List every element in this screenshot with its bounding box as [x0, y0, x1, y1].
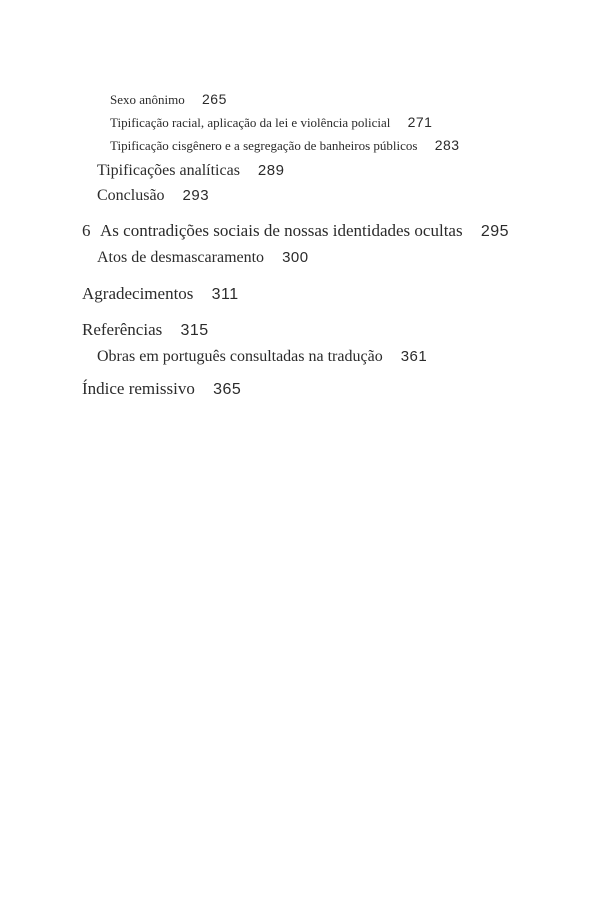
toc-entry-label: Tipificação racial, aplicação da lei e violência policial [110, 115, 391, 130]
toc-entry [82, 246, 542, 270]
toc-entry [82, 134, 542, 157]
toc-entry [82, 111, 542, 134]
toc-entry [82, 88, 542, 111]
toc-entry-label: Referências [82, 320, 163, 339]
toc-entry-label: Conclusão [97, 187, 165, 204]
toc-entry-page: 311 [211, 286, 239, 303]
toc-entry-page: 315 [180, 322, 209, 339]
toc-entry-label: Tipificações analíticas [97, 162, 240, 179]
toc-entry-page: 289 [257, 162, 285, 179]
table-of-contents [82, 88, 542, 402]
toc-entry-page: 361 [400, 348, 428, 365]
toc-entry [82, 159, 542, 183]
toc-entry [82, 376, 542, 402]
toc-entry-label: Tipificação cisgênero e a segregação de banheiros públicos [110, 138, 418, 153]
toc-entry [82, 184, 542, 208]
toc-entry-page: 265 [202, 91, 227, 107]
toc-entry-page: 295 [480, 223, 510, 240]
toc-entry-label: Índice remissivo [82, 379, 195, 398]
toc-entry-page: 293 [182, 187, 210, 204]
toc-entry [82, 345, 542, 369]
toc-entry [82, 218, 542, 244]
chapter-number: 6 [82, 221, 91, 240]
toc-entry-label: As contradições sociais de nossas identidades ocultas [100, 221, 463, 240]
toc-entry [82, 317, 542, 343]
toc-entry-label: Agradecimentos [82, 284, 194, 303]
toc-entry-label: Sexo anônimo [110, 92, 185, 107]
toc-entry-label: Atos de desmascaramento [97, 249, 265, 266]
toc-entry-label: Obras em português consultadas na tradução [97, 348, 383, 365]
toc-entry-page: 283 [434, 137, 460, 153]
toc-entry-page: 271 [407, 114, 433, 130]
toc-entry-page: 300 [282, 249, 309, 266]
toc-entry-page: 365 [213, 381, 242, 398]
toc-entry [82, 281, 542, 307]
